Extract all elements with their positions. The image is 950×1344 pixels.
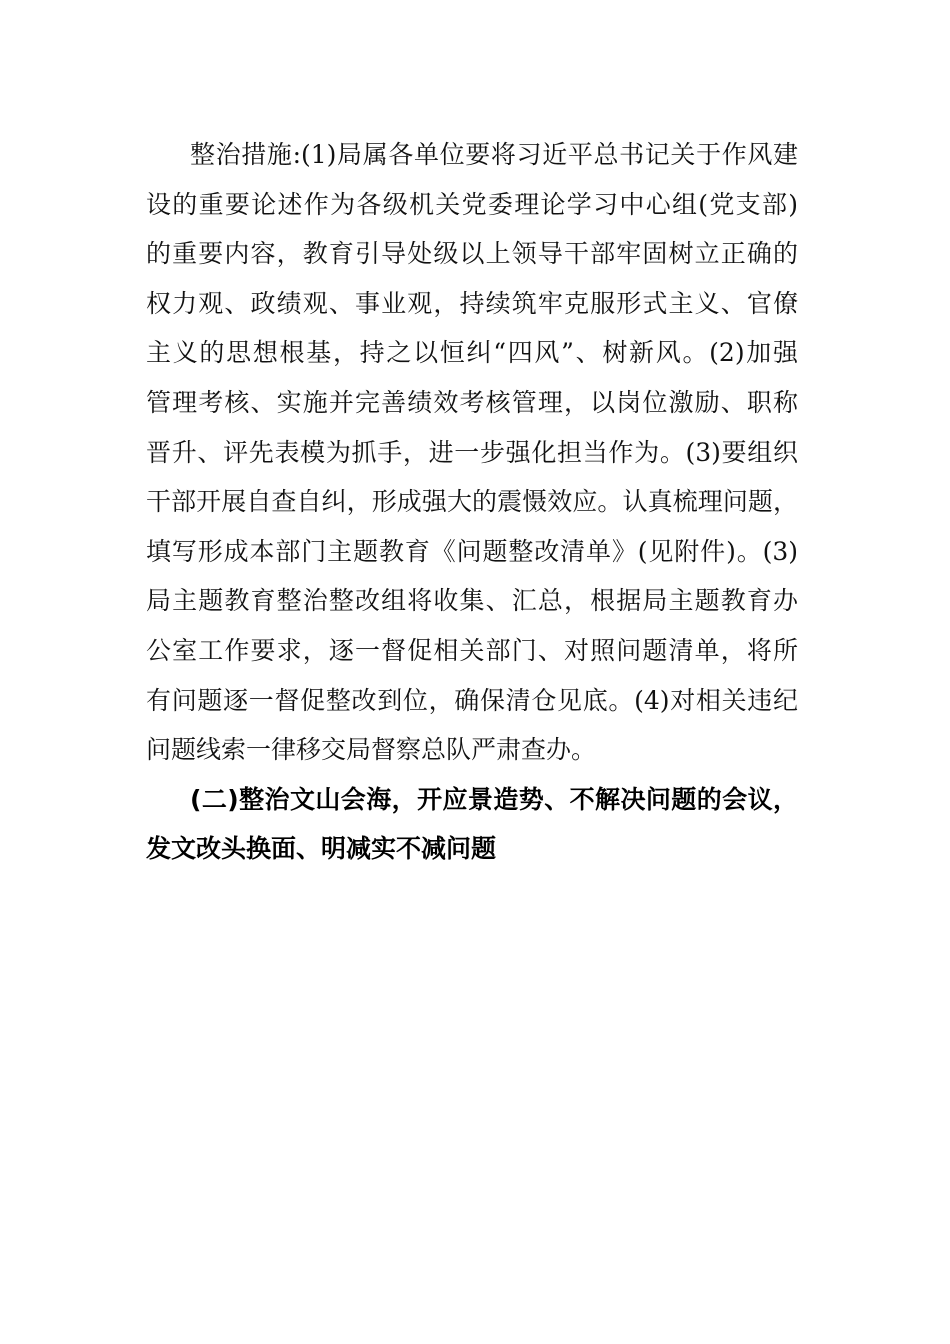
section-heading-line-2: 发文改头换面、明减实不减问题 [146, 834, 497, 864]
paragraph-line-12: 有问题逐一督促整改到位，确保清仓见底。(4)对相关违纪 [146, 685, 798, 715]
paragraph-line-5: 主义的思想根基，持之以恒纠“四风”、树新风。(2)加强 [146, 338, 798, 368]
paragraph-line-11: 公室工作要求，逐一督促相关部门、对照问题清单，将所 [146, 635, 798, 665]
paragraph-line-8: 干部开展自查自纠，形成强大的震慑效应。认真梳理问题， [146, 487, 798, 517]
paragraph-line-6: 管理考核、实施并完善绩效考核管理，以岗位激励、职称 [146, 387, 798, 417]
paragraph-line-4: 权力观、政绩观、事业观，持续筑牢克服形式主义、官僚 [146, 288, 798, 318]
paragraph-line-7: 晋升、评先表模为抓手，进一步强化担当作为。(3)要组织 [146, 437, 798, 467]
section-heading-line-1: (二)整治文山会海，开应景造势、不解决问题的会议， [190, 784, 798, 814]
document-body [146, 130, 798, 874]
paragraph-line-1: 整治措施:(1)局属各单位要将习近平总书记关于作风建 [190, 140, 798, 169]
paragraph-line-10: 局主题教育整治整改组将收集、汇总，根据局主题教育办 [146, 586, 798, 616]
paragraph-line-2: 设的重要论述作为各级机关党委理论学习中心组(党支部) [146, 189, 798, 219]
paragraph-line-13: 问题线索一律移交局督察总队严肃查办。 [146, 735, 597, 765]
paragraph-line-3: 的重要内容，教育引导处级以上领导干部牢固树立正确的 [146, 239, 798, 269]
paragraph-line-9: 填写形成本部门主题教育《问题整改清单》(见附件)。(3) [146, 536, 798, 566]
